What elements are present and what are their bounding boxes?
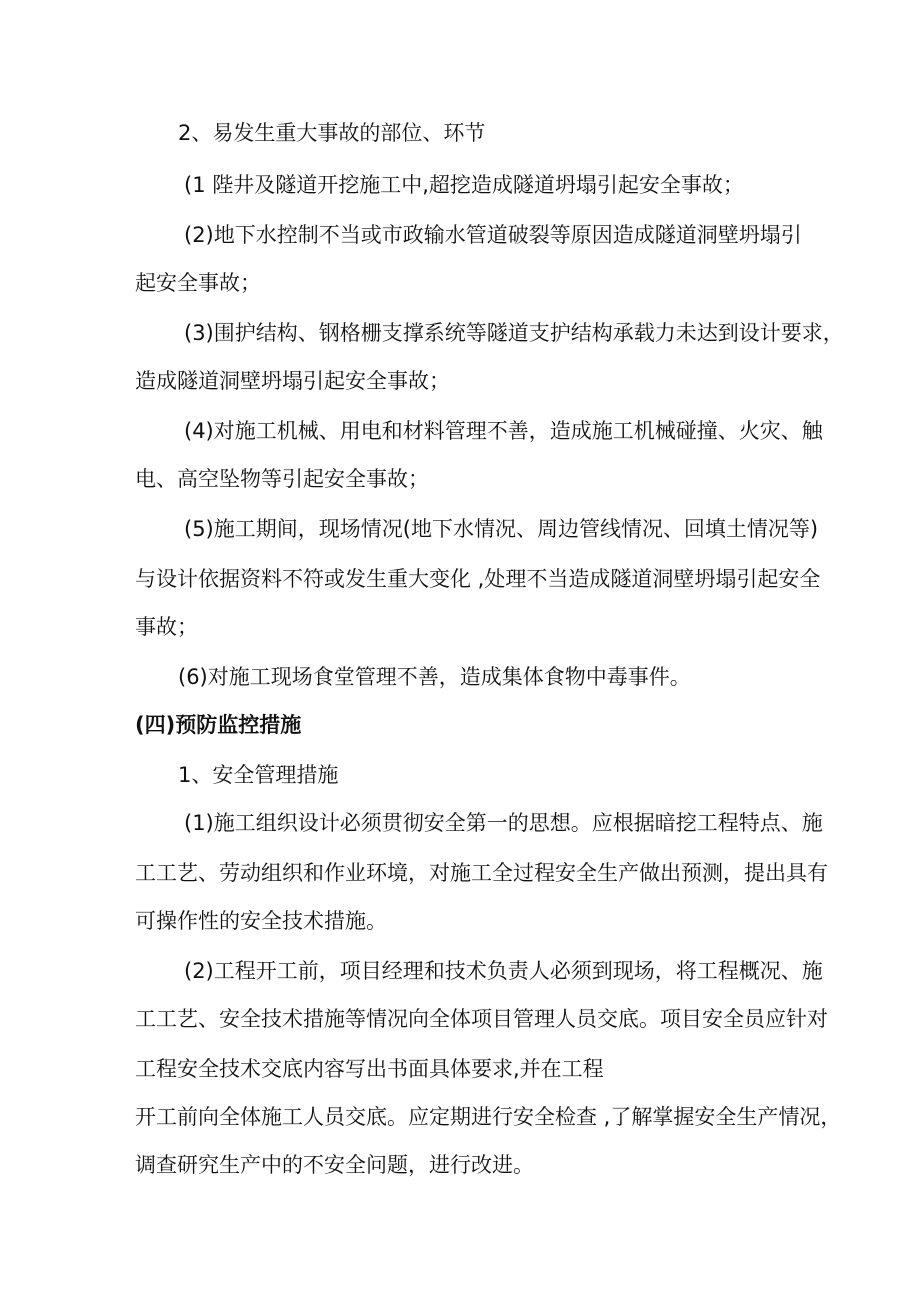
paragraph-4-line-2: 电、高空坠物等引起安全事故； bbox=[135, 467, 429, 491]
measure-1-line-1: (1)施工组织设计必须贯彻安全第一的思想。应根据暗挖工程特点、施 bbox=[184, 811, 823, 835]
paragraph-6-line-1: (6)对施工现场食堂管理不善，造成集体食物中毒事件。 bbox=[178, 665, 691, 689]
paragraph-3-line-2: 造成隧道洞壁坍塌引起安全事故； bbox=[135, 369, 450, 393]
measure-1-line-3: 可操作性的安全技术措施。 bbox=[135, 909, 387, 933]
section-heading-accident-locations: 2、易发生重大事故的部位、环节 bbox=[178, 121, 486, 145]
paragraph-5-line-3: 事故； bbox=[135, 615, 198, 639]
paragraph-4-line-1: (4)对施工机械、用电和材料管理不善，造成施工机械碰撞、火灾、触 bbox=[184, 419, 823, 443]
paragraph-5-line-2: 与设计依据资料不符或发生重大变化 ,处理不当造成隧道洞壁坍塌引起安全 bbox=[135, 567, 821, 591]
measure-2-line-2: 工工艺、安全技术措施等情况向全体项目管理人员交底。项目安全员应针对 bbox=[135, 1007, 828, 1031]
measure-2-line-3: 工程安全技术交底内容写出书面具体要求,并在工程 bbox=[135, 1057, 604, 1081]
measure-2-line-1: (2)工程开工前，项目经理和技术负责人必须到现场，将工程概况、施 bbox=[184, 959, 823, 983]
section-heading-prevention: (四)预防监控措施 bbox=[135, 713, 302, 737]
paragraph-2-line-2: 起安全事故； bbox=[135, 271, 261, 295]
paragraph-3-line-1: (3)围护结构、钢格栅支撑系统等隧道支护结构承载力未达到设计要求， bbox=[184, 321, 844, 345]
measure-1-line-2: 工工艺、劳动组织和作业环境，对施工全过程安全生产做出预测，提出具有 bbox=[135, 861, 828, 885]
paragraph-5-line-1: (5)施工期间，现场情况(地下水情况、周边管线情况、回填土情况等) bbox=[184, 517, 819, 541]
subsection-heading-safety-management: 1、安全管理措施 bbox=[178, 763, 339, 787]
paragraph-1-line-1: (1 陛井及隧道开挖施工中,超挖造成隧道坍塌引起安全事故； bbox=[184, 173, 744, 197]
measure-2-line-5: 调查研究生产中的不安全问题，进行改进。 bbox=[135, 1153, 534, 1177]
paragraph-2-line-1: (2)地下水控制不当或市政输水管道破裂等原因造成隧道洞壁坍塌引 bbox=[184, 223, 802, 247]
measure-2-line-4: 开工前向全体施工人员交底。应定期进行安全检查 ,了解掌握安全生产情况， bbox=[135, 1105, 842, 1129]
